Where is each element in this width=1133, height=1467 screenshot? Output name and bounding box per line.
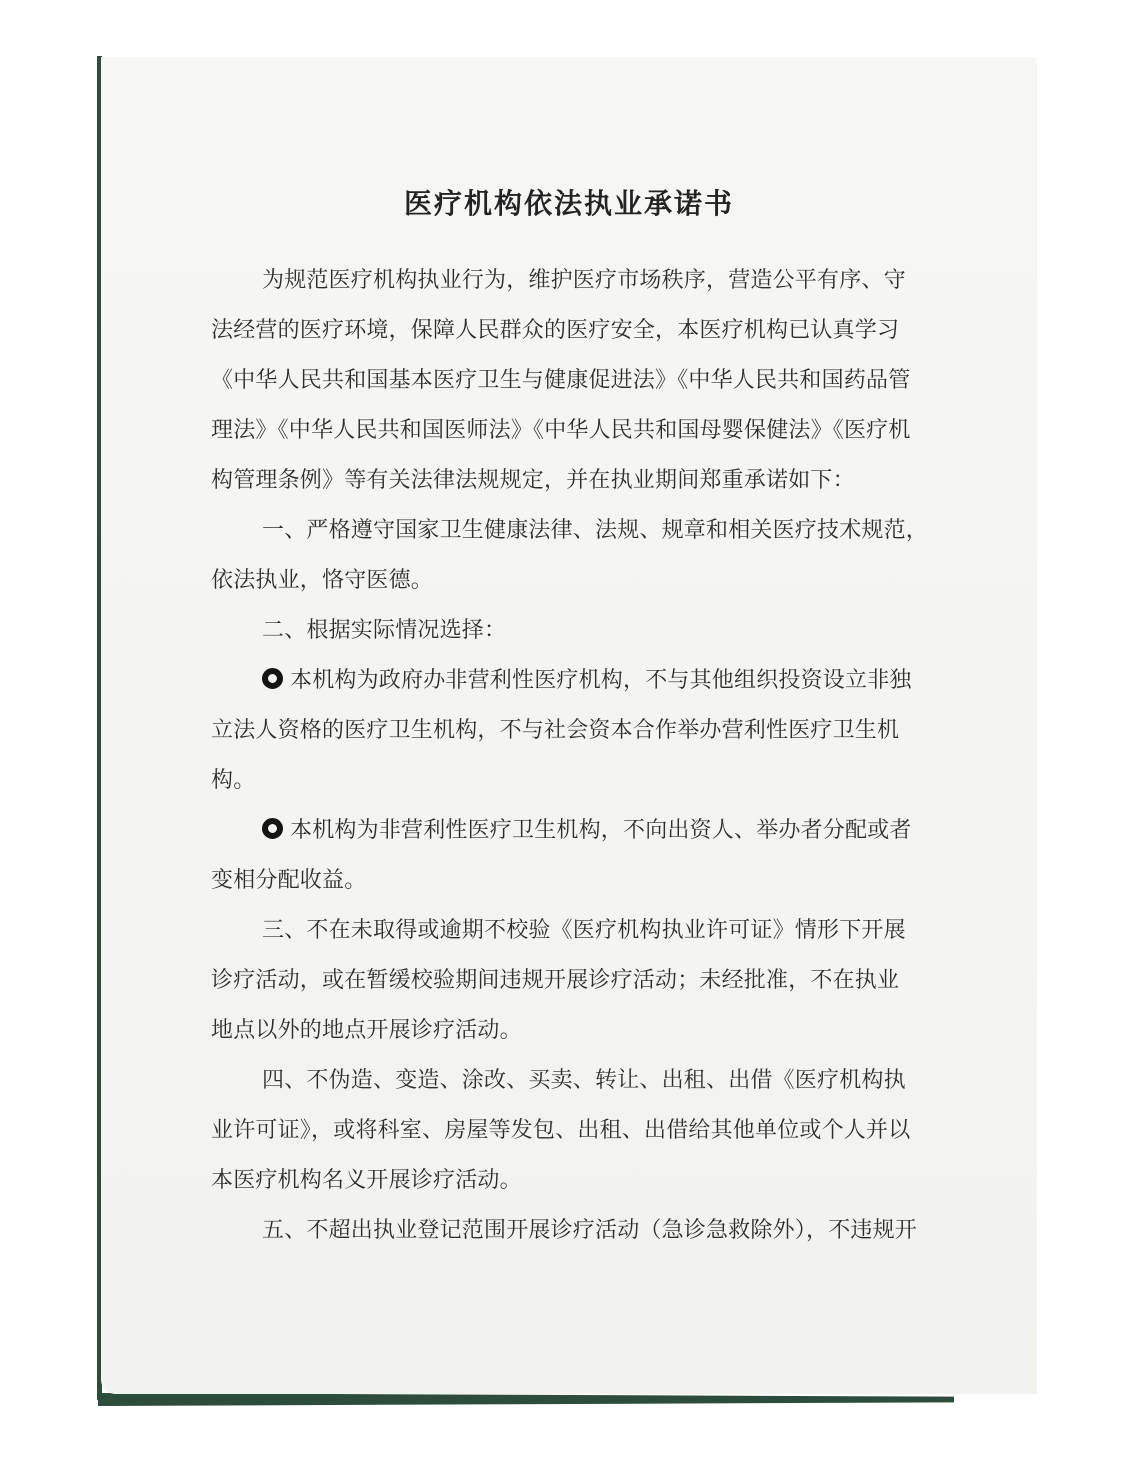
paragraph-item-4 xyxy=(211,1055,1037,1205)
text-line: 四、不伪造、变造、涂改、买卖、转让、出租、出借《医疗机构执 xyxy=(262,1067,906,1092)
text-line: 依法执业，恪守医德。 xyxy=(211,567,434,592)
text-line: 立法人资格的医疗卫生机构，不与社会资本合作举办营利性医疗卫生机 xyxy=(211,717,900,742)
text-line: 五、不超出执业登记范围开展诊疗活动（急诊急救除外），不违规开 xyxy=(262,1217,918,1242)
text-line xyxy=(211,805,1037,855)
text-line: 为规范医疗机构执业行为，维护医疗市场秩序，营造公平有序、守 xyxy=(262,267,906,292)
text-line: 《中华人民共和国基本医疗卫生与健康促进法》《中华人民共和国药品管 xyxy=(211,367,911,392)
option-text: 本机构为非营利性医疗卫生机构，不向出资人、举办者分配或者 xyxy=(290,817,912,842)
paragraph-intro xyxy=(211,255,1037,505)
paragraph-item-3 xyxy=(211,905,1037,1055)
option-bullet-icon xyxy=(262,668,283,689)
option-bullet-icon xyxy=(262,818,283,839)
text-line: 地点以外的地点开展诊疗活动。 xyxy=(211,1017,522,1042)
text-line: 业许可证》，或将科室、房屋等发包、出租、出借给其他单位或个人并以 xyxy=(211,1117,911,1142)
text-line: 构管理条例》等有关法律法规规定，并在执业期间郑重承诺如下： xyxy=(211,467,855,492)
paragraph-option-2 xyxy=(211,805,1037,905)
document-title: 医疗机构依法执业承诺书 xyxy=(403,189,734,220)
paragraph-item-5 xyxy=(211,1205,1037,1255)
paragraph-item-2 xyxy=(211,605,1037,655)
paragraph-item-1 xyxy=(211,505,1037,605)
text-line: 变相分配收益。 xyxy=(211,867,367,892)
option-text: 本机构为政府办非营利性医疗机构，不与其他组织投资设立非独 xyxy=(290,667,912,692)
text-line: 诊疗活动，或在暂缓校验期间违规开展诊疗活动；未经批准，不在执业 xyxy=(211,967,900,992)
text-line: 一、严格遵守国家卫生健康法律、法规、规章和相关医疗技术规范， xyxy=(262,517,929,542)
text-line: 理法》《中华人民共和国医师法》《中华人民共和国母婴保健法》《医疗机 xyxy=(211,417,911,442)
scan-backing-bottom-edge xyxy=(98,1393,954,1406)
paragraph-option-1 xyxy=(211,655,1037,805)
text-line xyxy=(211,655,1037,705)
text-line: 法经营的医疗环境，保障人民群众的医疗安全，本医疗机构已认真学习 xyxy=(211,317,900,342)
text-line: 三、不在未取得或逾期不校验《医疗机构执业许可证》情形下开展 xyxy=(262,917,906,942)
text-line: 二、根据实际情况选择： xyxy=(262,617,507,642)
text-line: 本医疗机构名义开展诊疗活动。 xyxy=(211,1167,522,1192)
text-line: 构。 xyxy=(211,767,256,792)
document-page xyxy=(101,57,1037,1394)
document-body xyxy=(101,255,1037,1255)
